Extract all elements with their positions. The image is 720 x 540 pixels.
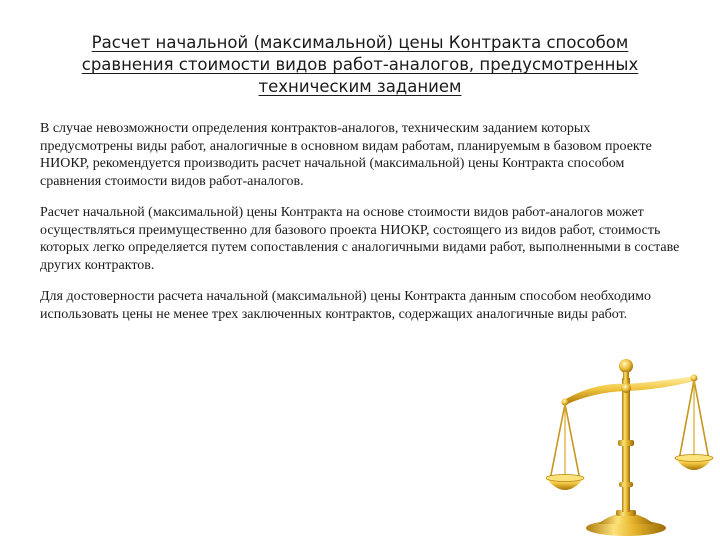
- slide-title: Расчет начальной (максимальной) цены Контракта способом сравнения стоимости видов работ-аналогов, предусмотренных техническим заданием: [81, 33, 639, 96]
- paragraph-3: Для достоверности расчета начальной (максимальной) цены Контракта данным способом необходимо использовать цены не менее трех заключенных контрактов, содержащих аналогичные виды работ.: [40, 289, 651, 322]
- paragraph-2: Расчет начальной (максимальной) цены Контракта на основе стоимости видов работ-аналогов может осуществляться преимущественно для базового проекта НИОКР, состоящего из видов работ, стоимость которых легко определяется путем сопоставления с аналогичными видами работ, выполненными в составе других контрактов.: [40, 205, 680, 273]
- slide-body: [40, 120, 680, 337]
- scales-of-justice-icon: [546, 352, 716, 538]
- paragraph-1: В случае невозможности определения контрактов-аналогов, техническим заданием которых предусмотрены виды работ, аналогичные в основном видам работам, планируемым в базовом проекте НИОКР, рекомендуется производить расчет начальной (максимальной) цены Контракта способом сравнения стоимости видов работ-аналогов.: [40, 121, 652, 189]
